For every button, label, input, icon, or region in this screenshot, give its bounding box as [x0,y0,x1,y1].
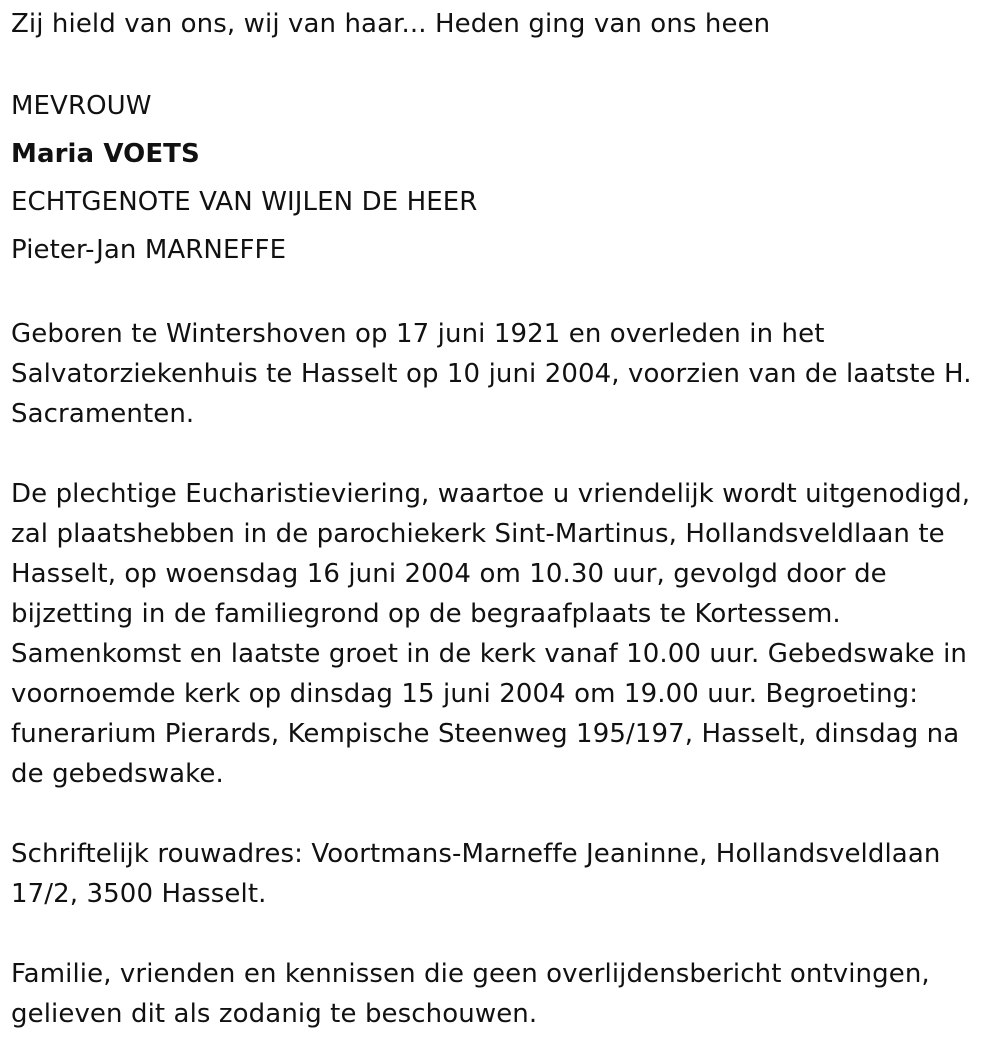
paragraph-line: Hasselt, op woensdag 16 juni 2004 om 10.30 uur, gevolgd door de [11,559,887,589]
relation-text: ECHTGENOTE VAN WIJLEN DE HEER [11,187,478,217]
ceremony-paragraph [11,474,991,794]
address-paragraph [11,834,991,914]
paragraph-line: Geboren te Wintershoven op 17 juni 1921 en overleden in het [11,319,825,349]
deceased-name: Maria VOETS [11,139,200,169]
paragraph-line: Familie, vrienden en kennissen die geen overlijdensbericht ontvingen, [11,959,930,989]
paragraph-line: Samenkomst en laatste groet in de kerk vanaf 10.00 uur. Gebedswake in [11,639,968,669]
paragraph-line: Salvatorziekenhuis te Hasselt op 10 juni 2004, voorzien van de laatste H. [11,359,972,389]
paragraph-line: bijzetting in de familiegrond op de begraafplaats te Kortessem. [11,599,841,629]
paragraph-line: Sacramenten. [11,399,195,429]
paragraph-line: gelieven dit als zodanig te beschouwen. [11,999,538,1029]
paragraph-line: 17/2, 3500 Hasselt. [11,879,267,909]
title-mevrouw: MEVROUW [11,91,152,121]
obituary-notice [11,0,991,1034]
intro-text: Zij hield van ons, wij van haar... Heden ging van ons heen [11,9,771,39]
paragraph-line: funerarium Pierards, Kempische Steenweg 195/197, Hasselt, dinsdag na [11,719,960,749]
closing-paragraph [11,954,991,1034]
paragraph-line: De plechtige Eucharistieviering, waartoe u vriendelijk wordt uitgenodigd, [11,479,971,509]
birth-paragraph [11,314,991,434]
paragraph-line: de gebedswake. [11,759,224,789]
paragraph-line: voornoemde kerk op dinsdag 15 juni 2004 om 19.00 uur. Begroeting: [11,679,919,709]
paragraph-line: zal plaatshebben in de parochiekerk Sint-Martinus, Hollandsveldlaan te [11,519,945,549]
spouse-name: Pieter-Jan MARNEFFE [11,235,287,265]
paragraph-line: Schriftelijk rouwadres: Voortmans-Marneffe Jeaninne, Hollandsveldlaan [11,839,941,869]
